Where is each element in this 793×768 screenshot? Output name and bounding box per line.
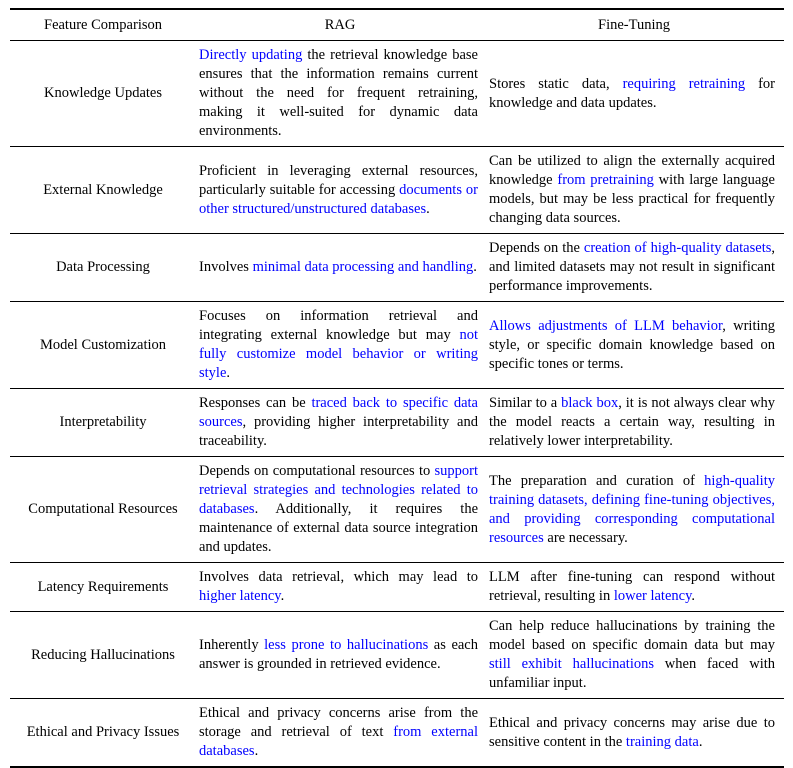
comparison-table — [10, 8, 784, 768]
plain-text: . — [691, 588, 696, 604]
finetuning-cell — [484, 147, 784, 234]
plain-text: . — [698, 733, 703, 750]
plain-text: , writing style, or specific domain knowledge based on specific tones or terms. — [489, 317, 775, 372]
feature-cell: Latency Requirements — [37, 578, 169, 595]
rag-cell — [196, 457, 484, 563]
plain-text: Inherently — [199, 637, 265, 653]
highlighted-text: not fully customize model behavior or writing style — [199, 327, 478, 381]
plain-text: Ethical and privacy concerns arise from the storage and retrieval of text — [199, 705, 478, 740]
rag-cell — [196, 699, 484, 768]
feature-cell: Knowledge Updates — [44, 85, 162, 101]
finetuning-cell — [484, 699, 784, 768]
plain-text: LLM after fine-tuning can respond without retrieval, resulting in — [489, 569, 775, 604]
highlighted-text: less prone to hallucinations — [264, 637, 429, 653]
table-row — [10, 302, 784, 389]
highlighted-text: traced back to specific data sources — [199, 395, 478, 430]
rag-cell — [196, 389, 484, 457]
table-row — [10, 41, 784, 147]
highlighted-text: support retrieval strategies and technologies related to databases — [199, 463, 478, 517]
plain-text: the retrieval knowledge base ensures that the information remains current without the need for frequent retraining, making it well-suited for dynamic data environments. — [199, 47, 478, 139]
table-row — [10, 612, 784, 699]
header-rag: RAG — [196, 9, 484, 41]
table-body — [10, 41, 784, 768]
plain-text: . Additionally, it requires the maintenance of external data source integration and updates. — [199, 501, 478, 555]
rag-cell — [196, 612, 484, 699]
finetuning-cell — [484, 389, 784, 457]
highlighted-text: high-quality training datasets, defining fine-tuning objectives, and providing corresponding computational resources — [489, 472, 775, 546]
finetuning-cell — [484, 234, 784, 302]
finetuning-cell — [484, 563, 784, 612]
plain-text: are necessary. — [543, 529, 628, 546]
plain-text: . — [280, 588, 285, 604]
highlighted-text: lower latency — [613, 588, 692, 604]
highlighted-text: documents or other structured/unstructured databases — [199, 181, 478, 217]
plain-text: Proficient in leveraging external resources, particularly suitable for accessing — [199, 162, 478, 198]
plain-text: Focuses on information retrieval and integrating external knowledge but may — [199, 308, 478, 343]
plain-text: Involves data retrieval, which may lead to — [199, 569, 478, 585]
plain-text: Involves — [199, 259, 253, 275]
feature-cell: Model Customization — [39, 336, 167, 353]
plain-text: Can be utilized to align the externally acquired knowledge — [489, 153, 775, 188]
highlighted-text: requiring retraining — [622, 75, 746, 92]
plain-text: , providing higher interpretability and traceability. — [199, 414, 478, 449]
table-row — [10, 234, 784, 302]
plain-text: The preparation and curation of — [489, 472, 705, 489]
table-row — [10, 563, 784, 612]
plain-text: . — [254, 743, 259, 759]
rag-cell — [196, 234, 484, 302]
rag-cell — [196, 563, 484, 612]
plain-text: when faced with unfamiliar input. — [489, 656, 775, 691]
highlighted-text: from pretraining — [557, 172, 654, 188]
highlighted-text: from external databases — [199, 724, 478, 759]
table-row — [10, 457, 784, 563]
finetuning-cell — [484, 612, 784, 699]
highlighted-text: Allows adjustments of LLM behavior — [489, 317, 723, 334]
plain-text: . — [226, 365, 231, 381]
plain-text: Responses can be — [199, 395, 312, 411]
highlighted-text: Directly updating — [199, 47, 303, 63]
plain-text: . — [426, 200, 430, 217]
plain-text: Depends on computational resources to — [199, 463, 435, 479]
plain-text: Stores static data, — [489, 75, 623, 92]
highlighted-text: still exhibit hallucinations — [489, 656, 654, 672]
highlighted-text: minimal data processing and handling — [252, 259, 474, 275]
table-row — [10, 147, 784, 234]
header-feature-comparison: Feature Comparison — [10, 9, 196, 41]
header-fine-tuning: Fine-Tuning — [484, 9, 784, 41]
highlighted-text: higher latency — [199, 588, 281, 604]
feature-cell: Computational Resources — [28, 501, 178, 517]
plain-text: Similar to a — [489, 395, 562, 411]
plain-text: , and limited datasets may not result in significant performance improvements. — [489, 240, 775, 294]
plain-text: for knowledge and data updates. — [489, 75, 775, 111]
highlighted-text: training data — [625, 733, 699, 750]
feature-cell: Reducing Hallucinations — [31, 646, 175, 663]
finetuning-cell — [484, 302, 784, 389]
header-row — [10, 9, 784, 41]
plain-text: with large language models, but may be less practical for frequently changing data sources. — [489, 172, 775, 226]
feature-cell: External Knowledge — [43, 181, 163, 198]
table-header — [10, 9, 784, 41]
finetuning-cell — [484, 41, 784, 147]
table-row — [10, 389, 784, 457]
feature-cell: Ethical and Privacy Issues — [26, 724, 180, 740]
plain-text: Depends on the — [489, 240, 584, 256]
table-row — [10, 699, 784, 768]
finetuning-cell — [484, 457, 784, 563]
plain-text: Can help reduce hallucinations by training the model based on specific domain data but may — [489, 618, 775, 653]
plain-text: , it is not always clear why the model reacts a certain way, resulting in relatively lower interpretability. — [489, 395, 775, 449]
rag-cell — [196, 302, 484, 389]
feature-cell: Data Processing — [56, 259, 150, 275]
rag-cell — [196, 41, 484, 147]
highlighted-text: black box — [561, 395, 619, 411]
plain-text: . — [473, 259, 477, 275]
highlighted-text: creation of high-quality datasets — [583, 240, 772, 256]
plain-text: Ethical and privacy concerns may arise due to sensitive content in the — [489, 714, 775, 750]
feature-cell: Interpretability — [59, 414, 147, 430]
rag-cell — [196, 147, 484, 234]
plain-text: as each answer is grounded in retrieved evidence. — [199, 637, 478, 672]
